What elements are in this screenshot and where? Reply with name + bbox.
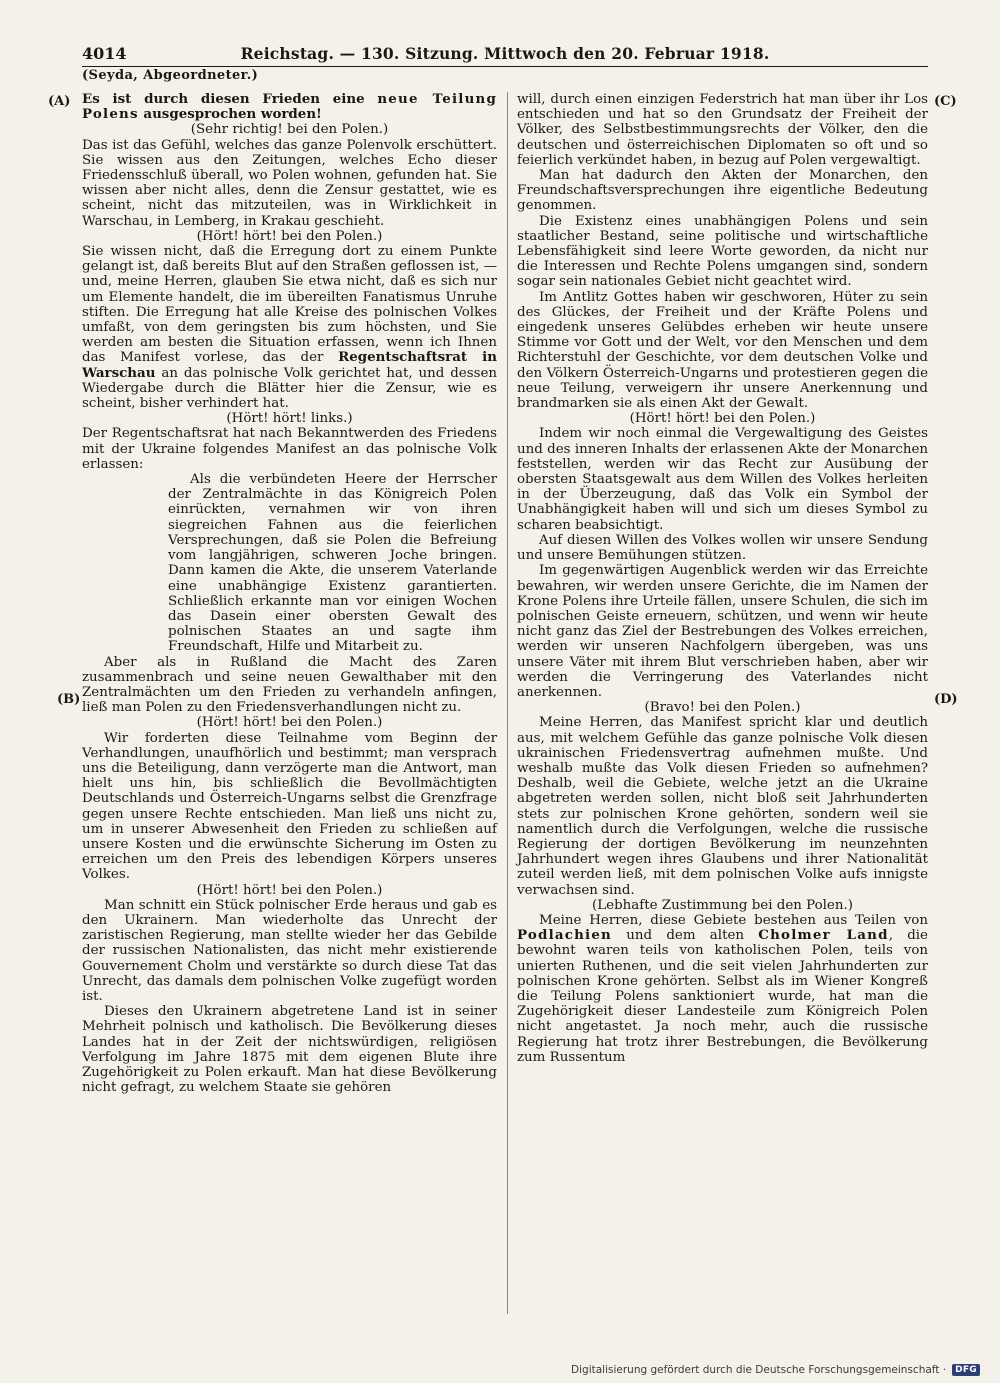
left-column <box>82 92 497 1095</box>
text-run: an das polnische Volk gerichtet hat, und dessen Wiedergabe durch die Blätter hier die Zensur, wie es scheint, bisher verhindert hat. <box>82 365 497 412</box>
interjection: (Hört! hört! bei den Polen.) <box>196 882 383 898</box>
paragraph <box>517 913 928 1065</box>
paragraph <box>82 244 497 411</box>
speaker-tag: (Seyda, Abgeordneter.) <box>82 68 259 83</box>
text-run: ausgesprochen worden! <box>138 106 322 123</box>
manifest-quote: Man schnitt ein Stück polnischer Erde heraus und gab es den Ukrainern. Man wiederholte das Unrecht der zaristischen Regierung, man stellte wieder her das Gebilde der russischen Nationalisten, das nicht mehr existierende Gouvernement Cholm und verstärkte so durch diese Tat das Unrecht, das damals dem polnischen Volke zugefügt worden ist. <box>82 897 497 1004</box>
margin-letter-a: (A) <box>48 94 71 109</box>
manifest-quote: Im Antlitz Gottes haben wir geschworen, Hüter zu sein des Glückes, der Freiheit und der Kräfte Polens und eingedenk unseres Gelübdes erheben wir heute unsere Stimme vor Gott und der Welt, vor den Menschen und dem Richterstuhl der Geschichte, vor dem deutschen Volke und den Völkern Österreich-Ungarns und protestieren gegen die neue Teilung, verweigern ihr unsere Anerkennung und brandmarken sie als einen Akt der Gewalt. <box>517 289 928 412</box>
text-run: Sie wissen nicht, daß die Erregung dort zu einem Punkte gelangt ist, daß bereits Blut auf den Straßen geflossen ist, — und, meine Herren, glauben Sie etwa nicht, daß es sich nur um Elemente handelt, die im übereilten Fanatismus Unruhe stiften. Die Erregung hat alle Kreise des polnischen Volkes umfaßt, von dem geringsten bis zum höchsten, und Sie werden am besten die Situation erfassen, wenn ich Ihnen das Manifest vorlese, das der <box>82 244 497 366</box>
manifest-quote: Im gegenwärtigen Augenblick werden wir das Erreichte bewahren, wir werden unsere Gerichte, die im Namen der Krone Polens ihre Urteile fällen, unsere Schulen, die sich im polnischen Geiste erneuern, schützen, und wenn wir heute nicht ganz das Ziel der Bestrebungen des Volkes erreichen, werden wir unseren Nachfolgern übergeben, was uns unsere Väter mit ihrem Blut verschrieben haben, aber wir werden die Verringerung des Vaterlandes nicht anerkennen. <box>517 563 928 700</box>
interjection: (Hört! hört! bei den Polen.) <box>629 411 816 427</box>
text-run: Es ist durch diesen Frieden eine <box>82 91 378 107</box>
interjection: (Hört! hört! bei den Polen.) <box>196 228 383 244</box>
interjection: (Lebhafte Zustimmung bei den Polen.) <box>592 897 853 913</box>
interjection: (Sehr richtig! bei den Polen.) <box>190 122 389 138</box>
manifest-quote: Indem wir noch einmal die Vergewaltigung des Geistes und des inneren Inhalts der erlassenen Akte der Monarchen feststellen, werden wir das Recht zur Ausübung der obersten Staatsgewalt aus dem Willen des Volkes herleiten in der Überzeugung, daß das Volk ein Symbol der Unabhängigkeit haben will und sich um dieses Symbol zu scharen beabsichtigt. <box>517 426 928 533</box>
manifest-quote: Die Existenz eines unabhängigen Polens und sein staatlicher Bestand, seine politische und wirtschaftliche Lebensfähigkeit sind leere Worte geworden, da nicht nur die Interessen und Rechte Polens umgangen sind, sondern sogar sein nationales Gebiet nicht geachtet wird. <box>517 213 928 290</box>
footer-text: Digitalisierung gefördert durch die Deutsche Forschungsgemeinschaft · <box>571 1364 947 1376</box>
margin-letter-d: (D) <box>934 692 958 707</box>
running-title: Reichstag. — 130. Sitzung. Mittwoch den 20. Februar 1918. <box>240 44 770 63</box>
emphasis-text: neue Teilung Polens <box>82 91 498 123</box>
manifest-quote: Wir forderten diese Teilnahme vom Beginn der Verhandlungen, unaufhörlich und bestimmt; man versprach uns die Beteiligung, dann verzögerte man die Antwort, man hielt uns hin, bis schließlich die Bevollmächtigten Deutschlands und Österreich-Ungarns selbst die Grenzfrage gegen unsere Rechte entschieden. Man ließ uns nicht zu, um in unserer Abwesenheit den Frieden zu schließen auf unsere Kosten und die erwünschte Sicherung im Osten zu erreichen um den Preis des lebendigen Körpers unseres Volkes. <box>82 730 497 883</box>
emphasis-text: Cholmer Land <box>758 927 889 944</box>
interjection: (Bravo! bei den Polen.) <box>644 700 801 716</box>
margin-letter-b: (B) <box>57 692 81 707</box>
right-column <box>517 92 928 1065</box>
manifest-quote: will, durch einen einzigen Federstrich hat man über ihr Los entschieden und hat so den Grundsatz der Freiheit der Völker, des Selbstbestimmungsrechts der Völker, den die deutschen und österreichischen Diplomaten so oft und so feierlich verkündet haben, in bezug auf Polen vergewaltigt. <box>517 92 928 168</box>
paragraph: Der Regentschaftsrat hat nach Bekanntwerden des Friedens mit der Ukraine folgendes Manifest an das polnische Volk erlassen: <box>82 426 497 472</box>
interjection: (Hört! hört! links.) <box>226 411 353 427</box>
page-number: 4014 <box>82 44 127 63</box>
margin-letter-c: (C) <box>934 94 957 109</box>
paragraph <box>82 92 497 122</box>
page-header <box>82 44 928 67</box>
digitization-footer <box>571 1364 980 1376</box>
text-run: Meine Herren, diese Gebiete bestehen aus Teilen von <box>539 912 928 928</box>
text-run: und dem alten <box>612 928 759 944</box>
manifest-quote: Man hat dadurch den Akten der Monarchen, den Freundschaftsversprechungen ihre eigentliche Bedeutung genommen. <box>517 168 928 214</box>
manifest-quote: Auf diesen Willen des Volkes wollen wir unsere Sendung und unsere Bemühungen stützen. <box>517 532 928 564</box>
emphasis-text: Regentschaftsrat in Warschau <box>82 349 497 381</box>
paragraph: Das ist das Gefühl, welches das ganze Polenvolk erschüttert. Sie wissen aus den Zeitungen, welches Echo dieser Friedensschluß überall, wo Polen wohnen, gefunden hat. Sie wissen aber nicht alles, denn die Zensur gestattet, wie es scheint, nicht das mitzuteilen, was in Wirklichkeit in Warschau, in Lemberg, in Krakau geschieht. <box>82 137 497 229</box>
manifest-quote: Als die verbündeten Heere der Herrscher der Zentralmächte in das Königreich Polen einrückten, vernahmen wir von ihren siegreichen Fahnen aus die feierlichen Versprechungen, daß sie Polen die Befreiung vom langjährigen, schweren Joche bringen. Dann kamen die Akte, die unserem Vaterlande eine unabhängige Existenz garantierten. Schließlich erkannte man vor einigen Wochen das Dasein einer obersten Gewalt des polnischen Staates an und sagte ihm Freundschaft, Hilfe und Mitarbeit zu. <box>168 472 497 655</box>
interjection: (Hört! hört! bei den Polen.) <box>196 715 383 731</box>
emphasis-text: Podlachien <box>517 927 612 944</box>
manifest-quote: Dieses den Ukrainern abgetretene Land ist in seiner Mehrheit polnisch und katholisch. Die Bevölkerung dieses Landes hat in der Zeit der nichtswürdigen, religiösen Verfolgung im Jahre 1875 mit dem eigenen Blute ihre Zugehörigkeit zu Polen erkauft. Man hat diese Bevölkerung nicht gefragt, zu welchem Staate sie gehören <box>82 1004 497 1096</box>
column-divider <box>507 92 508 1314</box>
text-run: , die bewohnt waren teils von katholischen Polen, teils von unierten Ruthenen, und die seit vielen Jahrhunderten zur polnischen Krone gehörten. Selbst als im Wiener Kongreß die Teilung Polens sanktioniert wurde, hat man die Zugehörigkeit dieser Landesteile zum Königreich Polen nicht angetastet. Ja noch mehr, auch die russische Regierung hat trotz ihrer Bestrebungen, die Bevölkerung zum Russentum <box>517 928 928 1065</box>
paragraph: Meine Herren, das Manifest spricht klar und deutlich aus, mit welchem Gefühle das ganze polnische Volk diesen ukrainischen Friedensvertrag aufnehmen mußte. Und weshalb mußte das Volk diesen Frieden so aufnehmen? Deshalb, weil die Gebiete, welche jetzt an die Ukraine abgetreten werden sollen, nicht bloß seit Jahrhunderten stets zur polnischen Krone gehörten, sondern weil sie namentlich durch die Verfolgungen, welche die russische Regierung der dortigen Bevölkerung im neunzehnten Jahrhundert wegen ihres Glaubens und ihrer Nationalität zuteil werden ließ, mit dem polnischen Volke aufs innigste verwachsen sind. <box>517 715 928 898</box>
manifest-quote: Aber als in Rußland die Macht des Zaren zusammenbrach und seine neuen Gewalthaber mit den Zentralmächten um den Frieden zu verhandeln anfingen, ließ man Polen zu den Friedensverhandlungen nicht zu. <box>82 654 497 716</box>
dfg-logo: DFG <box>952 1364 980 1376</box>
